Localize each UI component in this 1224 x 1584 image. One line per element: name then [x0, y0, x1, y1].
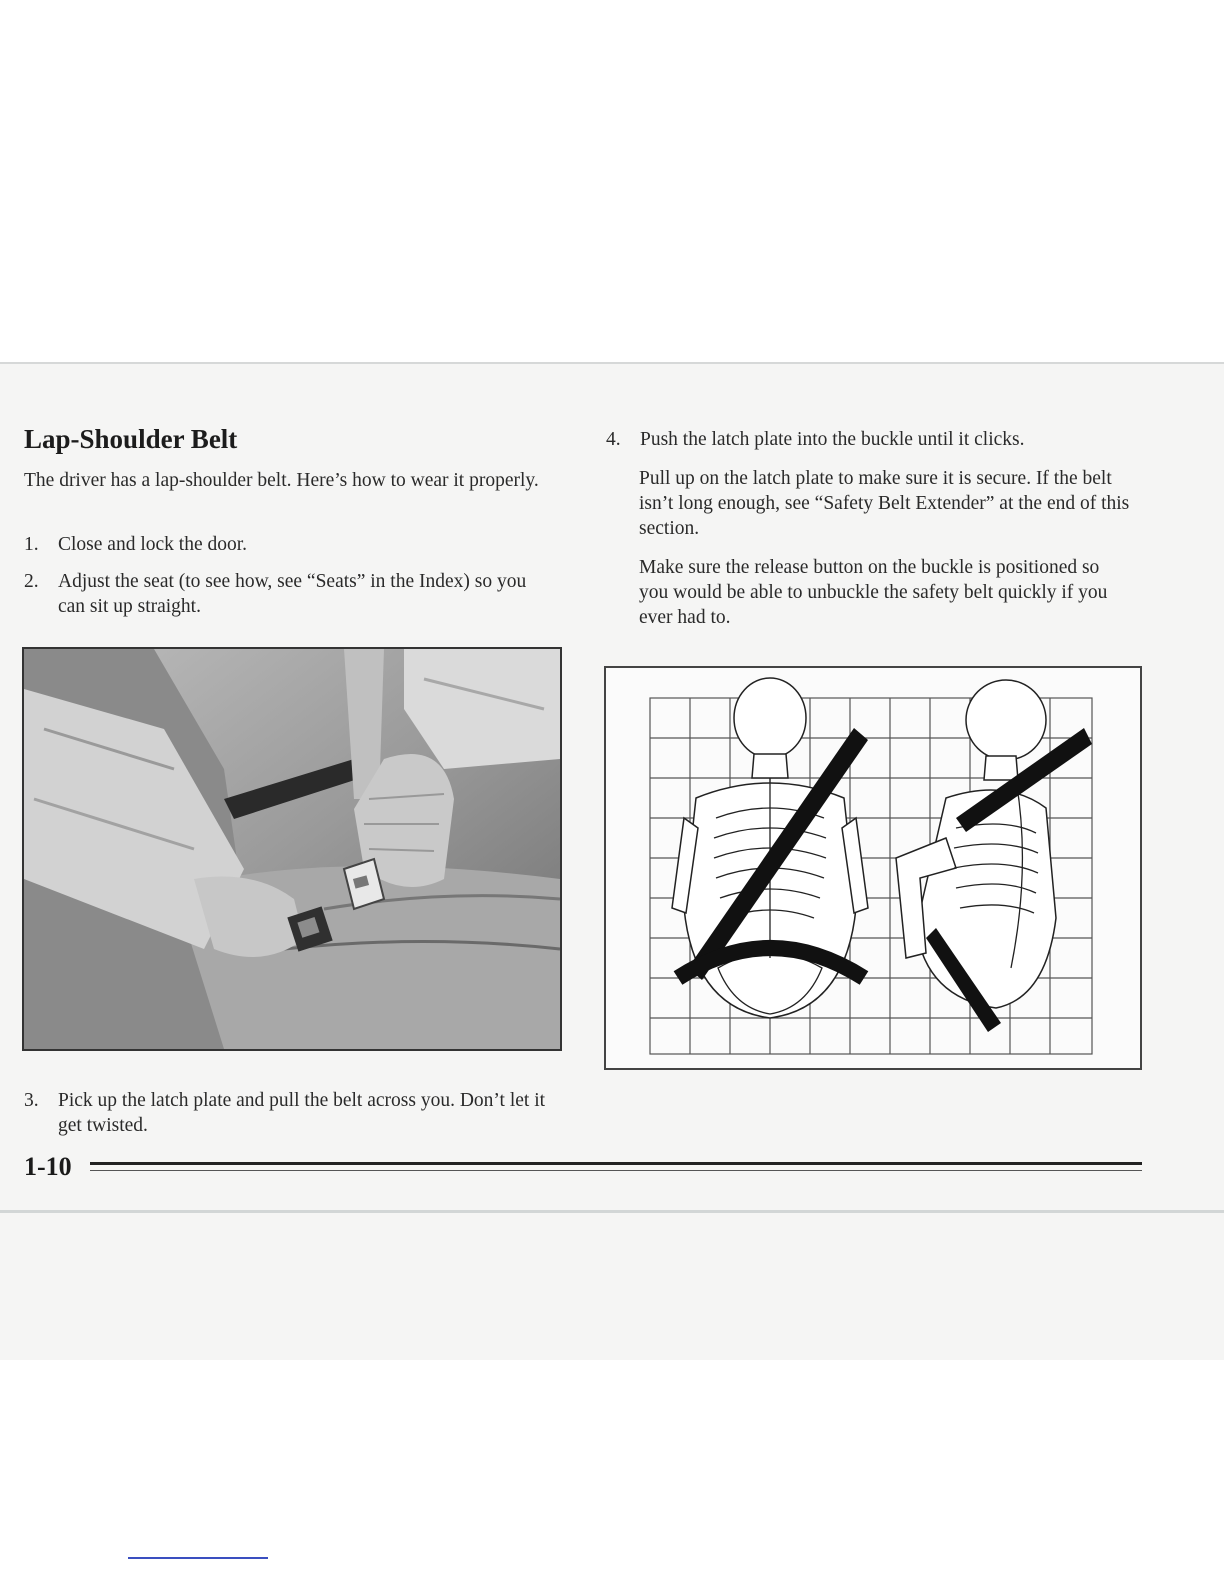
release-paragraph: Make sure the release button on the buckle is positioned so you would be able to unbuckle the safety belt quickly if you ever had to.: [639, 557, 1108, 628]
secure-paragraph: Pull up on the latch plate to make sure it is secure. If the belt isn’t long enough, see “Safety Belt Extender” at the end of this section.: [639, 468, 1130, 539]
bottom-stub-line: [128, 1557, 268, 1559]
step-number: 3.: [24, 1090, 39, 1111]
step-number: 2.: [24, 571, 39, 592]
step-1: [24, 532, 564, 558]
step-4: [606, 427, 1146, 453]
step-text: Push the latch plate into the buckle until it clicks.: [640, 429, 1025, 450]
step-number: 1.: [24, 534, 39, 555]
footer-rule: [90, 1162, 1142, 1165]
footer-rule-thin: [90, 1170, 1142, 1171]
belt-position-diagram: [604, 666, 1142, 1070]
skeleton-diagram-image: [606, 668, 1140, 1068]
step-2: [24, 569, 569, 621]
section-title: Lap-Shoulder Belt: [24, 424, 238, 454]
page-number: 1-10: [24, 1152, 72, 1181]
step-text: Adjust the seat (to see how, see “Seats” in the Index) so you can sit up straight.: [58, 571, 527, 617]
buckling-photo: [22, 647, 562, 1051]
step-number: 4.: [606, 429, 621, 450]
step-3: [24, 1088, 569, 1140]
step-text: Pick up the latch plate and pull the belt across you. Don’t let it get twisted.: [58, 1090, 546, 1136]
buckling-photo-image: [24, 649, 560, 1049]
step-text: Close and lock the door.: [58, 534, 248, 555]
intro-paragraph: The driver has a lap-shoulder belt. Here’s how to wear it properly.: [24, 470, 539, 491]
band-divider: [0, 1210, 1224, 1213]
